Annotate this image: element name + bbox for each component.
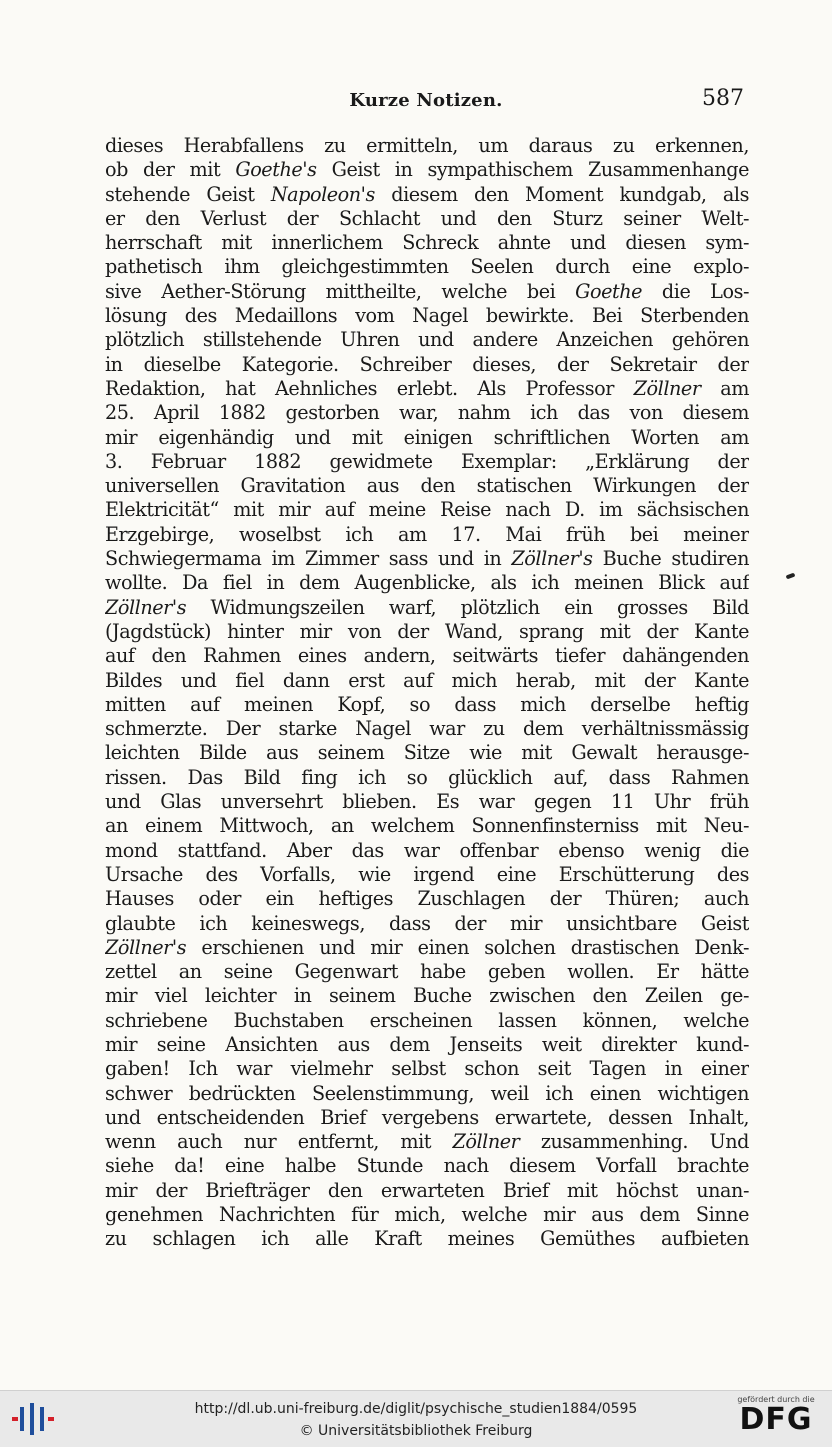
text-line [105, 547, 749, 571]
text-line [105, 401, 749, 425]
italic-name: Goethe's [235, 158, 317, 182]
text-run: Hauses oder ein heftiges Zuschlagen der Thüren; auch [105, 887, 749, 911]
page-number: 587 [702, 86, 744, 111]
viewer-footer [0, 1390, 832, 1447]
source-url-link[interactable]: http://dl.ub.uni-freiburg.de/diglit/psychische_studien1884/0595 [194, 1401, 638, 1417]
text-line [105, 1154, 749, 1178]
text-line [105, 1130, 749, 1154]
text-run: stehende Geist [105, 182, 271, 206]
text-line [105, 426, 749, 450]
text-line [105, 1227, 749, 1251]
text-run: wenn auch nur entfernt, mit [105, 1130, 453, 1154]
text-line [105, 936, 749, 960]
text-run: Schwiegermama im Zimmer sass und in [105, 547, 512, 571]
text-run: und entscheidenden Brief vergebens erwartete, dessen Inhalt, [105, 1105, 749, 1129]
text-run: mitten auf meinen Kopf, so dass mich derselbe heftig [105, 692, 749, 716]
text-line [105, 1106, 749, 1130]
text-run: pathetisch ihm gleichgestimmten Seelen durch eine explo- [105, 255, 749, 279]
text-line [105, 255, 749, 279]
text-line [105, 1057, 749, 1081]
text-line [105, 693, 749, 717]
text-run: mir eigenhändig und mit einigen schriftlichen Worten am [105, 425, 749, 449]
text-run: Erzgebirge, woselbst ich am 17. Mai früh bei meiner [105, 522, 749, 546]
italic-name: Napoleon's [270, 182, 375, 206]
text-run: schriebene Buchstaben erscheinen lassen können, welche [105, 1008, 749, 1032]
text-line [105, 644, 749, 668]
text-line [105, 790, 749, 814]
italic-name: Zöllner [633, 376, 701, 400]
text-run: lösung des Medaillons vom Nagel bewirkte. Bei Sterbenden [105, 304, 749, 328]
text-run: zu schlagen ich alle Kraft meines Gemüthes aufbieten [105, 1227, 749, 1251]
text-line [105, 231, 749, 255]
text-run: diesem den Moment kundgab, als [374, 182, 749, 206]
text-line [105, 669, 749, 693]
funder-caption: gefördert durch die [737, 1395, 815, 1404]
text-run: rissen. Das Bild fing ich so glücklich auf, dass Rahmen [105, 765, 749, 789]
italic-name: Zöllner [452, 1130, 520, 1154]
text-line [105, 960, 749, 984]
text-line [105, 328, 749, 352]
text-run: zettel an seine Gegenwart habe geben wollen. Er hätte [105, 960, 749, 984]
text-line [105, 450, 749, 474]
text-line [105, 207, 749, 231]
text-line [105, 741, 749, 765]
text-run: mir der Briefträger den erwarteten Brief mit höchst unan- [105, 1178, 749, 1202]
text-line [105, 134, 749, 158]
text-line [105, 1009, 749, 1033]
text-run: ob der mit [105, 158, 236, 182]
text-line [105, 912, 749, 936]
page-header [104, 86, 748, 116]
text-run: an einem Mittwoch, an welchem Sonnenfinsterniss mit Neu- [105, 814, 749, 838]
text-line [105, 158, 749, 182]
dfg-logo-mark: DFG [739, 1402, 813, 1437]
italic-name: Zöllner's [105, 935, 187, 959]
italic-name: Goethe [575, 279, 643, 303]
text-run: mond stattfand. Aber das war offenbar ebenso wenig die [105, 838, 749, 862]
text-run: leichten Bilde aus seinem Sitze wie mit Gewalt herausge- [105, 741, 749, 765]
text-run: gaben! Ich war vielmehr selbst schon seit Tagen in einer [105, 1057, 749, 1081]
text-run: Widmungszeilen warf, plötzlich ein grosses Bild [186, 595, 749, 619]
text-run: Buche studiren [592, 547, 749, 571]
text-line [105, 1082, 749, 1106]
text-run: mir viel leichter in seinem Buche zwischen den Zeilen ge- [105, 984, 749, 1008]
text-run: und Glas unversehrt blieben. Es war gegen 11 Uhr früh [105, 790, 749, 814]
text-run: Redaktion, hat Aehnliches erlebt. Als Professor [105, 376, 634, 400]
margin-mark [786, 573, 796, 580]
text-line [105, 863, 749, 887]
dfg-funder-logo[interactable] [730, 1393, 822, 1443]
text-run: glaubte ich keineswegs, dass der mir unsichtbare Geist [105, 911, 749, 935]
text-line [105, 304, 749, 328]
text-line [105, 1033, 749, 1057]
text-run: herrschaft mit innerlichem Schreck ahnte und diesen sym- [105, 231, 749, 255]
text-run: Elektricität“ mit mir auf meine Reise nach D. im sächsischen [105, 498, 749, 522]
text-line [105, 839, 749, 863]
text-run: auf den Rahmen eines andern, seitwärts tiefer dahängenden [105, 644, 749, 668]
text-run: 3. Februar 1882 gewidmete Exemplar: „Erklärung der [105, 449, 749, 473]
text-run: siehe da! eine halbe Stunde nach diesem Vorfall brachte [105, 1154, 749, 1178]
text-line [105, 1203, 749, 1227]
text-line [105, 280, 749, 304]
copyright-notice: © Universitätsbibliothek Freiburg [299, 1423, 533, 1439]
text-run: zusammenhing. Und [519, 1130, 749, 1154]
text-run: Ursache des Vorfalls, wie irgend eine Erschütterung des [105, 862, 749, 886]
text-run: am [700, 376, 749, 400]
italic-name: Zöllner's [105, 595, 187, 619]
body-text [105, 134, 749, 1252]
text-run: er den Verlust der Schlacht und den Sturz seiner Welt- [105, 206, 749, 230]
italic-name: Zöllner's [511, 547, 593, 571]
text-run: (Jagdstück) hinter mir von der Wand, sprang mit der Kante [105, 619, 749, 643]
text-line [105, 353, 749, 377]
text-line [105, 984, 749, 1008]
text-line [105, 814, 749, 838]
text-line [105, 766, 749, 790]
running-head: Kurze Notizen. [349, 90, 503, 111]
text-run: erschienen und mir einen solchen drastischen Denk- [186, 935, 749, 959]
text-run: in dieselbe Kategorie. Schreiber dieses, der Sekretair der [105, 352, 749, 376]
text-line [105, 474, 749, 498]
text-line [105, 620, 749, 644]
text-run: schwer bedrückten Seelenstimmung, weil ich einen wichtigen [105, 1081, 749, 1105]
text-line [105, 717, 749, 741]
text-run: die Los- [642, 279, 749, 303]
text-line [105, 887, 749, 911]
text-run: universellen Gravitation aus den statischen Wirkungen der [105, 474, 749, 498]
text-line [105, 498, 749, 522]
text-line [105, 596, 749, 620]
text-run: genehmen Nachrichten für mich, welche mir aus dem Sinne [105, 1203, 749, 1227]
text-run: Geist in sympathischem Zusammenhange [316, 158, 749, 182]
text-run: mir seine Ansichten aus dem Jenseits weit direkter kund- [105, 1032, 749, 1056]
text-run: plötzlich stillstehende Uhren und andere Anzeichen gehören [105, 328, 749, 352]
text-run: dieses Herabfallens zu ermitteln, um daraus zu erkennen, [105, 134, 749, 157]
text-line [105, 183, 749, 207]
text-line [105, 571, 749, 595]
text-line [105, 377, 749, 401]
text-run: Bildes und fiel dann erst auf mich herab, mit der Kante [105, 668, 749, 692]
text-run: 25. April 1882 gestorben war, nahm ich das von diesem [105, 401, 749, 425]
text-line [105, 1179, 749, 1203]
text-run: schmerzte. Der starke Nagel war zu dem verhältnissmässig [105, 717, 749, 741]
text-run: wollte. Da fiel in dem Augenblicke, als ich meinen Blick auf [105, 571, 749, 595]
text-run: sive Aether-Störung mittheilte, welche bei [105, 279, 576, 303]
text-line [105, 523, 749, 547]
